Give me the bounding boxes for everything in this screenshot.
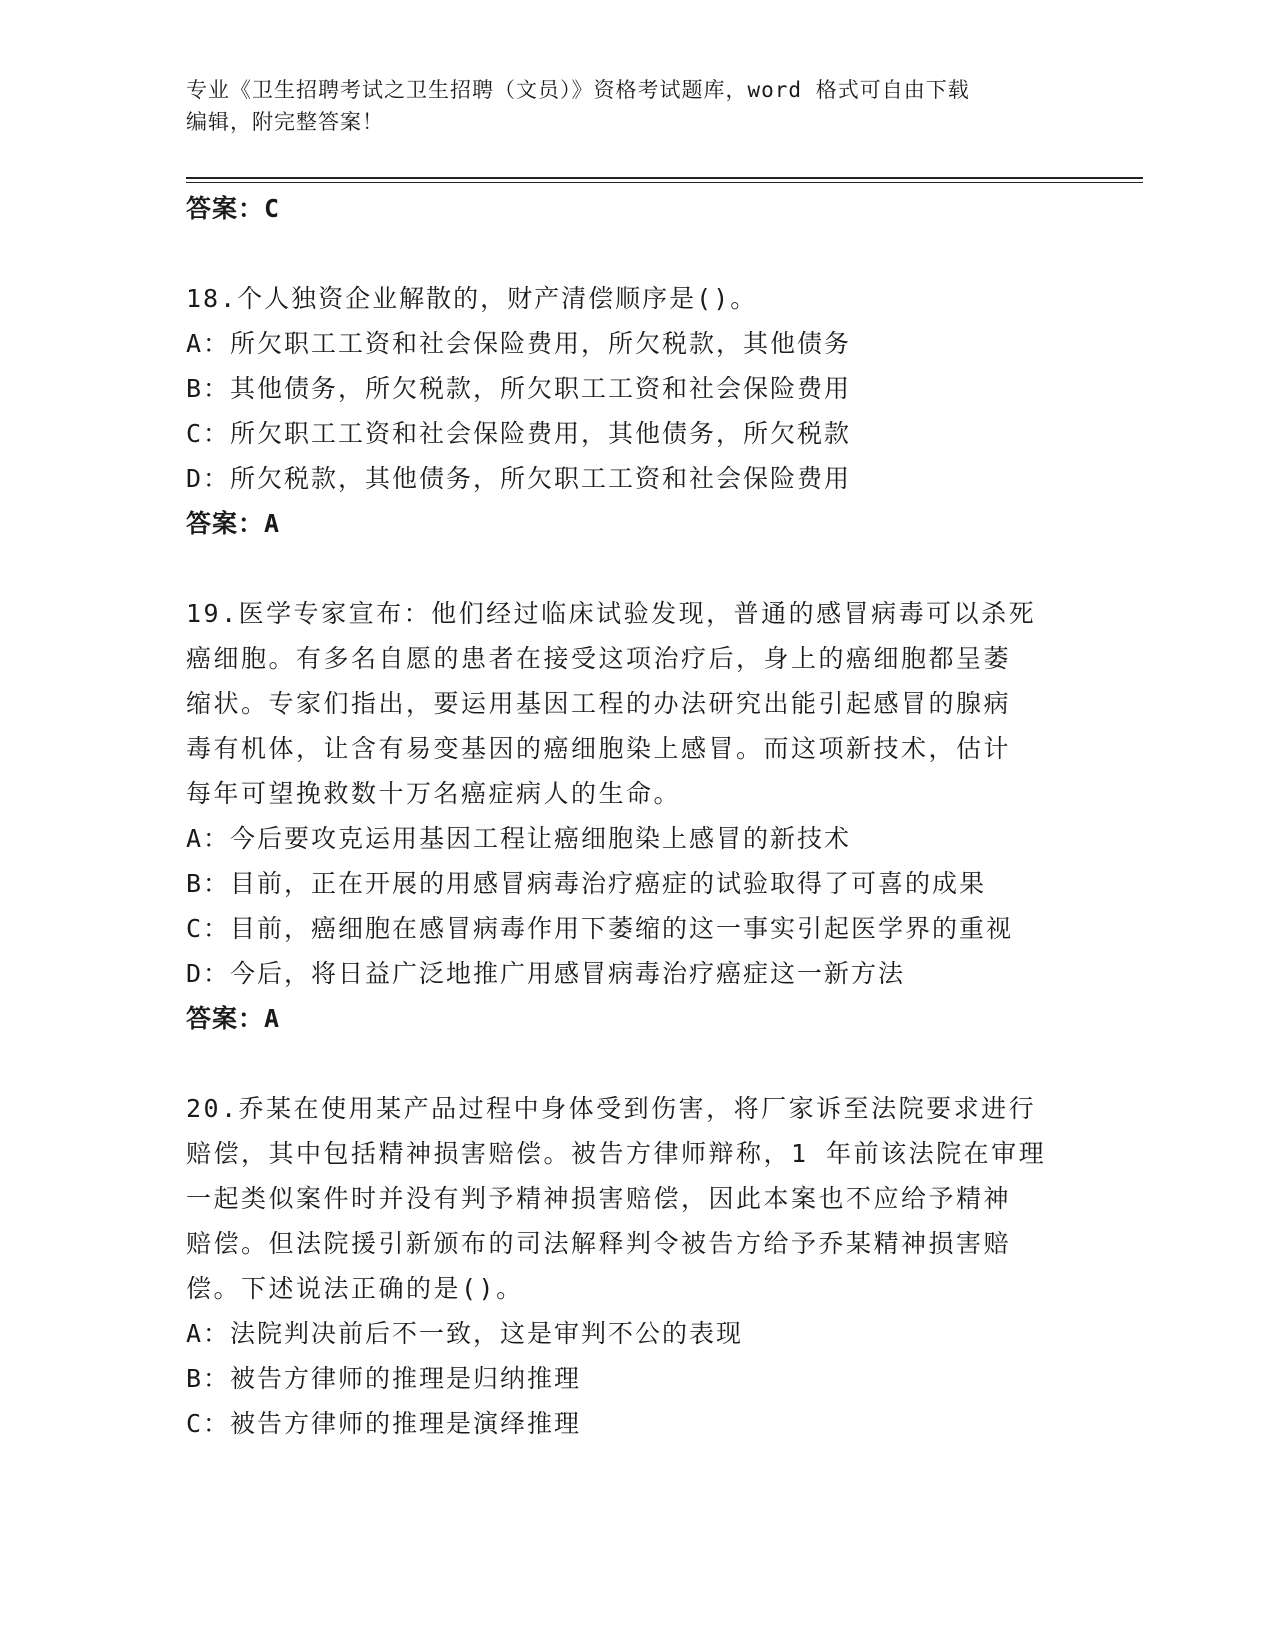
question-stem-line: 赔偿，其中包括精神损害赔偿。被告方律师辩称，1 年前该法院在审理	[186, 1139, 1047, 1168]
option-a: A：所欠职工工资和社会保险费用，所欠税款，其他债务	[186, 329, 852, 358]
spacer	[186, 546, 1086, 591]
question-20	[186, 1086, 1086, 1446]
question-stem-line: 癌细胞。有多名自愿的患者在接受这项治疗后，身上的癌细胞都呈萎	[186, 644, 1012, 673]
question-content	[186, 186, 1086, 1446]
option-a: A：今后要攻克运用基因工程让癌细胞染上感冒的新技术	[186, 824, 852, 853]
previous-answer: 答案：C	[186, 194, 281, 223]
header-rule-thick	[186, 177, 1143, 179]
header-line-1: 专业《卫生招聘考试之卫生招聘（文员）》资格考试题库，word 格式可自由下载	[186, 78, 970, 102]
header-rule-thin	[186, 182, 1143, 183]
option-b: B：其他债务，所欠税款，所欠职工工资和社会保险费用	[186, 374, 852, 403]
option-b: B：被告方律师的推理是归纳推理	[186, 1364, 582, 1393]
header-line-2: 编辑，附完整答案！	[186, 110, 384, 134]
page-header	[186, 74, 1106, 138]
question-answer: 答案：A	[186, 1004, 281, 1033]
question-stem-line: 20.乔某在使用某产品过程中身体受到伤害，将厂家诉至法院要求进行	[186, 1094, 1037, 1123]
question-stem-line: 每年可望挽救数十万名癌症病人的生命。	[186, 779, 682, 808]
spacer	[186, 1041, 1086, 1086]
question-stem-line: 一起类似案件时并没有判予精神损害赔偿，因此本案也不应给予精神	[186, 1184, 1012, 1213]
option-a: A：法院判决前后不一致，这是审判不公的表现	[186, 1319, 744, 1348]
question-19	[186, 591, 1086, 1041]
question-18	[186, 276, 1086, 546]
question-stem-line: 缩状。专家们指出，要运用基因工程的办法研究出能引起感冒的腺病	[186, 689, 1012, 718]
option-b: B：目前，正在开展的用感冒病毒治疗癌症的试验取得了可喜的成果	[186, 869, 987, 898]
spacer	[186, 231, 1086, 276]
question-stem-line: 毒有机体，让含有易变基因的癌细胞染上感冒。而这项新技术，估计	[186, 734, 1012, 763]
question-stem-line: 19.医学专家宣布：他们经过临床试验发现，普通的感冒病毒可以杀死	[186, 599, 1037, 628]
option-d: D：今后，将日益广泛地推广用感冒病毒治疗癌症这一新方法	[186, 959, 906, 988]
question-stem-line: 18.个人独资企业解散的，财产清偿顺序是()。	[186, 284, 758, 313]
question-stem-line: 赔偿。但法院援引新颁布的司法解释判令被告方给予乔某精神损害赔	[186, 1229, 1012, 1258]
question-stem-line: 偿。下述说法正确的是()。	[186, 1274, 524, 1303]
option-c: C：被告方律师的推理是演绎推理	[186, 1409, 582, 1438]
option-c: C：所欠职工工资和社会保险费用，其他债务，所欠税款	[186, 419, 852, 448]
option-d: D：所欠税款，其他债务，所欠职工工资和社会保险费用	[186, 464, 852, 493]
question-answer: 答案：A	[186, 509, 281, 538]
option-c: C：目前，癌细胞在感冒病毒作用下萎缩的这一事实引起医学界的重视	[186, 914, 1014, 943]
